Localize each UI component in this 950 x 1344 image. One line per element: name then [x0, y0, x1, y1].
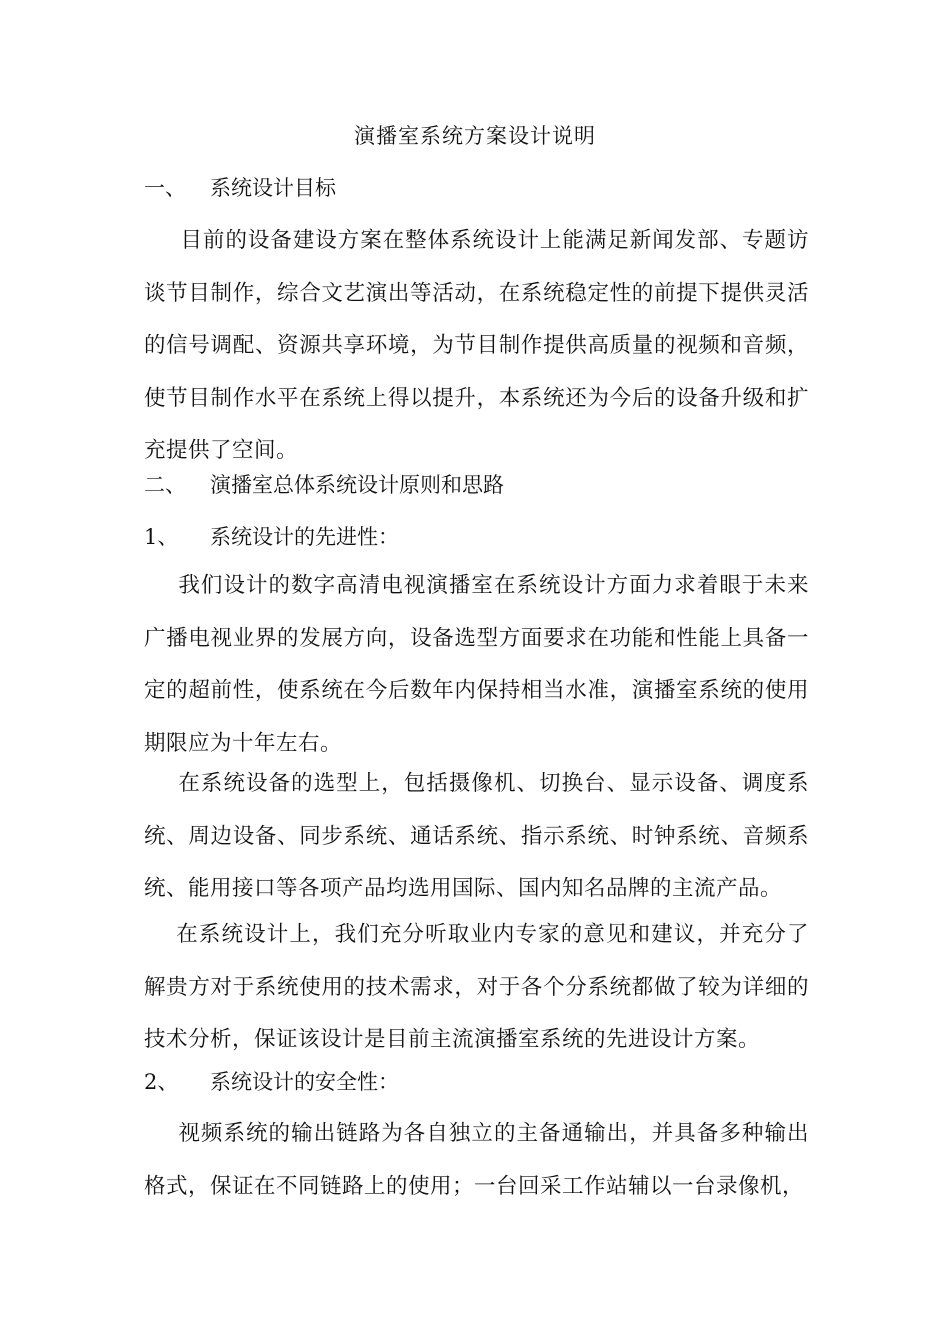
- section-number: 二、: [144, 473, 186, 497]
- paragraph-expert-advice: 在系统设计上，我们充分听取业内专家的意见和建议，并充分了解贵方对于系统使用的技术需求，对于各个分系统都做了较为详细的技术分析，保证该设计是目前主流演播室系统的先进设计方案。: [144, 922, 809, 1052]
- paragraph-equipment-selection: 在系统设备的选型上，包括摄像机、切换台、显示设备、调度系统、周边设备、同步系统、通话系统、指示系统、时钟系统、音频系统、能用接口等各项产品均选用国际、国内知名品牌的主流产品。: [144, 771, 809, 901]
- section-number: 一、: [144, 176, 186, 200]
- section-title: 系统设计目标: [210, 176, 336, 200]
- section-title: 演播室总体系统设计原则和思路: [210, 473, 504, 497]
- paragraph-design-goal: 目前的设备建设方案在整体系统设计上能满足新闻发部、专题访谈节目制作，综合文艺演出等活动，在系统稳定性的前提下提供灵活的信号调配、资源共享环境，为节目制作提供高质量的视频和音频，使节目制作水平在系统上得以提升，本系统还为今后的设备升级和扩充提供了空间。: [144, 228, 809, 463]
- subsection-number: 2、: [144, 1070, 179, 1094]
- subsection-heading-2: [144, 1066, 399, 1098]
- document-title: 演播室系统方案设计说明: [354, 124, 596, 148]
- subsection-title: 系统设计的安全性：: [210, 1070, 399, 1094]
- paragraph-security-design: 视频系统的输出链路为各自独立的主备通输出，并具备多种输出格式，保证在不同链路上的使用；一台回采工作站辅以一台录像机，: [144, 1121, 809, 1199]
- subsection-number: 1、: [144, 525, 179, 549]
- subsection-title: 系统设计的先进性：: [210, 525, 399, 549]
- section-heading-1: [144, 172, 336, 204]
- section-heading-2: [144, 469, 504, 501]
- subsection-heading-1: [144, 521, 399, 553]
- paragraph-advanced-design: 我们设计的数字高清电视演播室在系统设计方面力求着眼于未来广播电视业界的发展方向，设备选型方面要求在功能和性能上具备一定的超前性，使系统在今后数年内保持相当水准，演播室系统的使用期限应为十年左右。: [144, 573, 809, 756]
